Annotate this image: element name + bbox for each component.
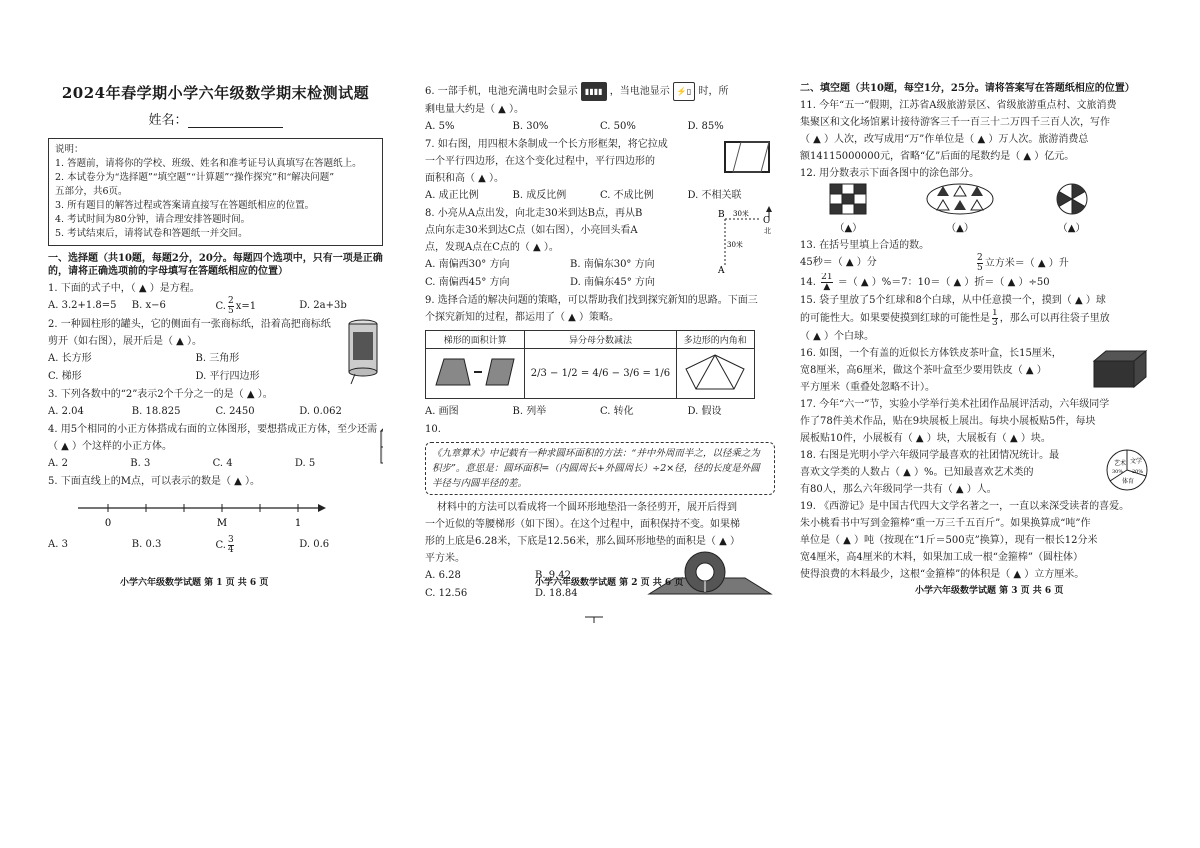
question-9-options [425,403,775,421]
question-9-cont: 个探究新知的过程，都运用了（ ▲ ）策略。 [425,312,620,323]
question-6-options [425,118,775,136]
figure-circle [1052,182,1092,237]
question-6: 6. 一部手机，电池充满电时会显示 ▮▮▮▮ ，当电池显示 ⚡▯ 时，所 [425,82,775,101]
name-label: 姓名： [148,113,188,128]
ring-to-trapezoid-figure [645,550,775,596]
option: A. 3 [48,539,68,550]
pentagon-figure [680,351,750,393]
question-10-cont: 平方米。 [425,553,465,564]
question-16-block [800,345,1150,396]
question-16-cont: 宽8厘米，高6厘米，做这个茶叶盒至少要用铁皮（ ▲ ） [800,365,1047,376]
question-2: 2. 一种圆柱形的罐头，它的侧面有一张商标纸，沿着高把商标纸 [48,319,331,330]
club-pie-figure [1104,447,1150,493]
option: D. 假设 [687,406,722,417]
question-7: 7. 如右图，用四根木条制成一个长方形框架，将它拉成 [425,139,668,150]
question-15: 15. 袋子里放了5个红球和8个白球，从中任意摸一个，摸到（ ▲ ）球 [800,295,1106,306]
figure-checkerboard [828,182,868,237]
question-2-options-a [48,350,343,368]
north-arrow-icon [766,206,772,212]
question-18: 18. 右图是光明小学六年级同学最喜欢的社团情况统计。最 [800,450,1060,461]
pie-value: 30% [1112,469,1124,475]
question-19-cont: 使得浪费的木料最少，这根“金箍棒”的体积是（ ▲ ）立方厘米。 [800,569,1085,580]
option: C. 2450 [215,406,255,417]
question-8-cont: 点向东走30米到达C点（如右图），小亮回头看A [425,225,638,236]
question-7-options [425,187,775,205]
exam-page-2 [425,82,775,622]
question-4-cont: （ ▲ ）个这样的小正方体。 [48,441,173,452]
question-5-options [48,536,383,555]
trapezoid-figure [430,351,520,391]
note-line: 5. 考试结束后，请将试卷和答题纸一并交回。 [55,228,248,239]
option: A. 2 [48,458,68,469]
note-line: 4. 考试时间为80分钟，请合理安排答题时间。 [55,214,251,225]
option: A. 画图 [425,406,459,417]
option: B. 成反比例 [512,190,567,201]
section-heading: 一、选择题（共10题，每题2分，20分。每题四个选项中，只有一项是正确的，请将正确选项前的字母填写在答题纸相应的位置） [48,253,383,277]
question-16-cont: 平方厘米（重叠处忽略不计）。 [800,382,935,393]
pie-label: 文学 [1130,458,1143,465]
pie-label: 体育 [1122,478,1135,485]
option: D. 平行四边形 [195,371,260,382]
question-13: 13. 在括号里填上合适的数。 [800,240,930,251]
can-figure [343,316,383,386]
option: A. 2.04 [48,406,84,417]
question-2-block [48,316,383,386]
option: A. 5% [425,121,455,132]
battery-low-icon: ⚡▯ [673,82,695,101]
question-10-cont: 形的上底是6.28米，下底是12.56米，那么圆环形地垫的面积是（ ▲ ） [425,536,740,547]
question-11-cont: （ ▲ ）人次，改写成用“万”作单位是（ ▲ ）万人次。旅游消费总 [800,134,1089,145]
question-6-cont: 剩电量大约是（ ▲ ）。 [425,104,525,115]
question-8: 8. 小亮从A点出发，向北走30米到达B点，再从B [425,208,643,219]
option: A. 南偏西30° 方向 [425,259,510,270]
fraction: $\frac{2}{5}$ [227,296,234,316]
table-cell: 多边形的内角和 [676,331,755,349]
notes-title: 说明： [55,144,84,155]
fraction-expression-cell: 2/3 − 1/2 = 4/6 − 3/6 = 1/6 [525,349,676,399]
trapezoid-figure-cell [426,349,525,399]
question-12: 12. 用分数表示下面各图中的涂色部分。 [800,168,980,179]
question-2-options-b [48,368,343,386]
option: B. 9.42 [535,570,571,581]
option: C. $\frac{3}{4}$ [215,535,234,555]
option: C. $\frac{2}{5}$ x=1 [215,296,257,316]
page-1-footer: 小学六年级数学试题 第 1 页 共 6 页 [120,578,269,588]
answer-blank: （▲） [946,223,974,234]
question-17: 17. 今年“六一”节，实验小学举行美术社团作品展评活动，六年级同学 [800,399,1110,410]
exam-page-3 [800,78,1150,618]
question-19: 19. 《西游记》是中国古代四大文学名著之一，一直以来深受读者的喜爱。 [800,501,1130,512]
fraction: $\frac{3}{4}$ [227,535,234,555]
option: B. 30% [512,121,549,132]
question-15-cont: 的可能性大。如果要使摸到红球的可能性是 $\frac{1}{3}$ ，那么可以再往袋子里放 [800,309,1110,328]
item: $\frac{2}{5}$ 立方米＝（ ▲ ）升 [977,253,1069,273]
option: D. 5 [294,458,316,469]
page-3-footer: 小学六年级数学试题 第 3 页 共 6 页 [915,586,1064,596]
question-4-options [48,455,377,473]
option: D. 18.84 [535,588,578,599]
question-8-cont: 点，发现A点在C点的（ ▲ ）。 [425,242,559,253]
point-label: B [718,210,725,220]
question-18-cont: 有80人，那么六年级同学一共有（ ▲ ）人。 [800,484,997,495]
option: B. 3 [130,458,151,469]
option: C. 12.56 [425,588,468,599]
option: C. 50% [600,121,636,132]
question-19-cont: 单位是（ ▲ ）吨（按现在“1斤＝500克”换算），现有一根长12分米 [800,535,1098,546]
name-row [48,109,383,128]
page-2-footer: 小学六年级数学试题 第 2 页 共 6 页 [535,578,684,588]
instructions-box [48,138,383,246]
question-11: 11. 今年“五一”假期，江苏省A级旅游景区、省级旅游重点村、文旅消费 [800,100,1117,111]
question-8-block [425,205,775,292]
option: B. 南偏东30° 方向 [570,259,655,270]
question-18-block [800,447,1150,498]
cubes-figure [377,421,383,471]
circle-sectors-figure [1052,182,1092,216]
checkerboard-figure [828,182,868,216]
option: B. 18.825 [131,406,181,417]
question-7-block [425,136,775,187]
option: D. 不相关联 [687,190,742,201]
question-19-cont: 朱小桃看书中写到金箍棒“重一万三千五百斤”。如果换算成“吨”作 [800,518,1091,529]
triangles-figure [925,182,995,216]
tick-label: M [216,518,228,529]
question-17-cont: 展板贴10件，小展板有（ ▲ ）块，大展板有（ ▲ ）块。 [800,433,1051,444]
question-2-cont: 剪开（如右图），展开后是（ ▲ ）。 [48,336,203,347]
option: A. 长方形 [48,353,92,364]
note-line: 五部分，共6页。 [55,186,128,197]
question-5: 5. 下面直线上的M点，可以表示的数是（ ▲ ）。 [48,476,261,487]
question-13-items [800,254,1150,273]
option: C. 4 [212,458,233,469]
tick-label: 1 [294,518,302,529]
polygon-figure-cell [676,349,755,399]
note-line: 2. 本试卷分为“选择题”“填空题”“计算题”“操作探究”和“解决问题” [55,172,335,183]
question-3-options [48,403,383,421]
question-8-options-b [425,274,715,292]
option: C. 不成比例 [600,190,654,201]
option: A. 成正比例 [425,190,479,201]
fraction: $\frac{21}{▲}$ [821,273,833,292]
name-blank [188,115,283,128]
option: C. 转化 [600,406,634,417]
question-10: 材料中的方法可以看成将一个圆环形地垫沿一条径剪开，展开后得到 [437,502,737,513]
tea-box-figure [1090,345,1150,391]
exam-title: 2024年春学期小学六年级数学期末检测试题 [61,84,370,102]
table-cell: 梯形的面积计算 [426,331,525,349]
item: 45秒＝（ ▲ ）分 [800,257,877,268]
pie-label: 艺术 [1114,460,1127,467]
number-line [68,496,328,532]
question-9: 9. 选择合适的解决问题的策略，可以帮助我们找到探究新知的思路。下面三 [425,295,758,306]
option: D. 2a+3b [299,300,347,311]
direction-figure [715,205,775,275]
question-10-cont: 一个近似的等腰梯形（如下图）。在这个过程中，面积保持不变。如果梯 [425,519,740,530]
option: B. 0.3 [131,539,162,550]
option: B. x−6 [131,300,166,311]
distance-label: 30米 [727,241,743,249]
question-19-cont: 宽4厘米，高4厘米的木料，如果加工成一根“金箍棒”（圆柱体） [800,552,1083,563]
question-7-cont: 一个平行四边形，在这个变化过程中，平行四边形的 [425,156,655,167]
question-1: 1. 下面的式子中，（ ▲ ）是方程。 [48,283,200,294]
answer-blank: （▲） [1057,223,1086,234]
option: C. 梯形 [48,371,82,382]
pie-value: 20% [1132,469,1144,475]
answer-blank: （▲） [834,223,863,234]
question-11-cont: 集聚区和文化场馆累计接待游客三千一百三十二万四千三百人次，写作 [800,117,1110,128]
option: D. 0.062 [299,406,342,417]
option: A. 3.2+1.8=5 [48,300,117,311]
north-label: 北 [764,227,771,235]
option: D. 南偏东45° 方向 [570,277,655,288]
section-heading: 二、填空题（共10题，每空1分，25分。请将答案写在答题纸相应的位置） [800,83,1135,94]
question-3: 3. 下列各数中的“2”表示2个千分之一的是（ ▲ ）。 [48,389,273,400]
question-18-cont: 喜欢文学类的人数占（ ▲ ）%。已知最喜欢艺术类的 [800,467,1034,478]
shaded-figures [800,182,1120,237]
exam-page-1 [48,70,383,610]
question-14: 14. $\frac{21}{▲}$ ＝（ ▲ ）%＝7：10＝（ ▲ ）折＝（ ▲ ）÷50 [800,273,1050,292]
option: B. 列举 [512,406,547,417]
tick-label: 0 [104,518,112,529]
fraction: $\frac{1}{3}$ [992,309,998,328]
option: D. 85% [687,121,724,132]
frame-figure [719,136,775,180]
question-10-number: 10. [425,424,441,435]
option: D. 0.6 [299,539,330,550]
battery-full-icon: ▮▮▮▮ [581,82,607,101]
question-1-options [48,297,383,316]
question-4: 4. 用5个相同的小正方体搭成右面的立体图形，要想搭成正方体，至少还需 [48,424,378,435]
figure-triangles [925,182,995,237]
option: B. 三角形 [195,353,240,364]
note-line: 3. 所有题目的解答过程或答案请直接写在答题纸相应的位置。 [55,200,315,211]
question-15-cont: （ ▲ ）个白球。 [800,331,875,342]
point-label: C [763,216,770,226]
note-line: 1. 答题前，请将你的学校、班级、姓名和准考证号认真填写在答题纸上。 [55,158,362,169]
question-17-cont: 作了78件美术作品，贴在9块展板上展出。每块小展板贴5件，每块 [800,416,1096,427]
strategy-table [425,330,755,399]
fraction: $\frac{2}{5}$ [977,253,983,273]
table-cell: 异分母分数减法 [525,331,676,349]
option: A. 6.28 [425,570,461,581]
question-16: 16. 如图，一个有盖的近似长方体铁皮茶叶盒，长15厘米， [800,348,1062,359]
question-11-cont: 额14115000000元，省略“亿”后面的尾数约是（ ▲ ）亿元。 [800,151,1075,162]
quote-box: 《九章算术》中记载有一种求圆环面积的方法：“并中外周而半之，以径乘之为积步”。意思是：圆环面积=（内圆周长+外圆周长）÷2×径，径的长度是外圆半径与内圆半径的差。 [425,442,775,495]
question-8-options-a [425,256,715,274]
distance-label: 30米 [733,210,749,218]
option: C. 南偏西45° 方向 [425,277,510,288]
fold-mark [583,615,605,623]
point-label: A [718,266,725,275]
question-4-block [48,421,383,473]
question-7-cont: 面积和高（ ▲ ）。 [425,173,505,184]
